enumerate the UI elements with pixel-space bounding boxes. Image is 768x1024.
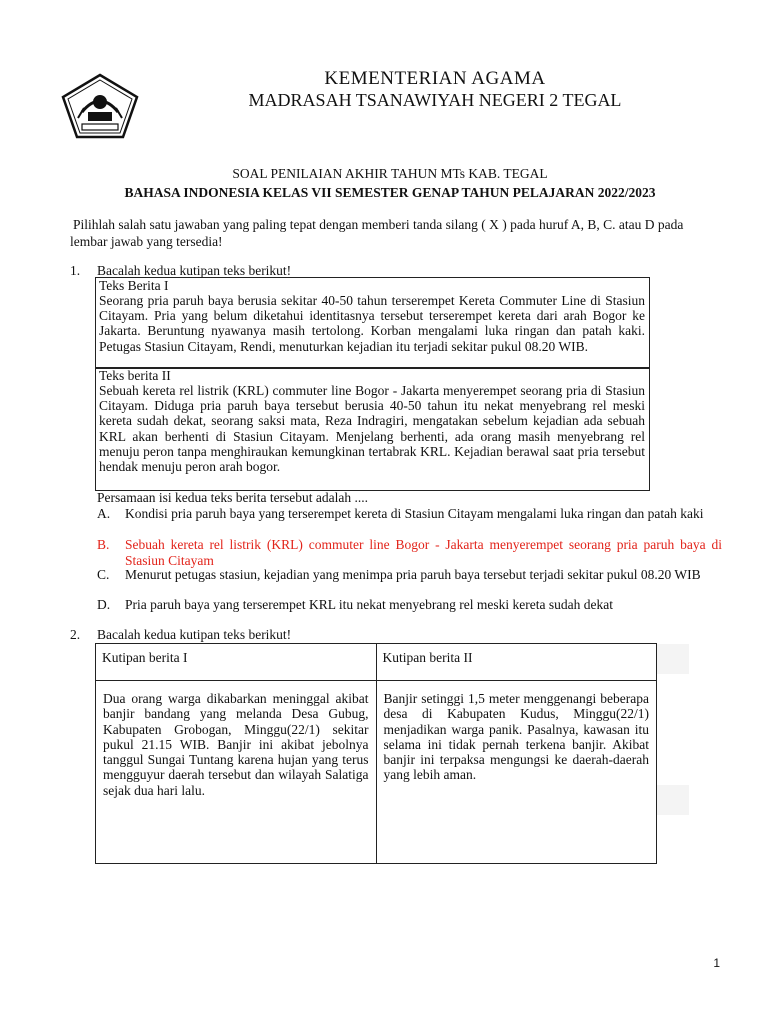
kutipan-2-body: Banjir setinggi 1,5 meter menggenangi beberapa desa di Kabupaten Kudus, Minggu(22/1) menjadikan warga panik. Pasalnya, kawasan itu selama ini tidak pernah terkena banjir. Akibat banjir ini terpaksa mengungsi ke daerah-daerah yang lebih aman. [376,681,657,864]
option-a-text: Kondisi pria paruh baya yang terserempet kereta di Stasiun Citayam mengalami luka ringan dan patah kaki [125,506,704,521]
question-1-stem: Persamaan isi kedua teks berita tersebut adalah .... [97,490,369,505]
kutipan-2-header: Kutipan berita II [376,644,657,681]
option-b-letter: B. [97,537,110,552]
option-d-text: Pria paruh baya yang terserempet KRL itu nekat menyebrang rel meski kereta sudah dekat [125,597,613,612]
kutipan-table [95,643,657,864]
option-a-letter: A. [97,506,111,521]
question-1-number: 1. [70,263,81,278]
kutipan-1-header: Kutipan berita I [96,644,377,681]
question-2-number: 2. [70,627,81,642]
option-d[interactable] [97,597,722,613]
exam-subtitle: BAHASA INDONESIA KELAS VII SEMESTER GENAP TAHUN PELAJARAN 2022/2023 [124,185,656,200]
kutipan-1-body: Dua orang warga dikabarkan meninggal akibat banjir bandang yang melanda Desa Gubug, Kabupaten Grobogan, Minggu(22/1) sekitar pukul 21.15 WIB. Banjir ini akibat jebolnya tanggul Sungai Tuntang karena hujan yang terus mengguyur daerah tersebut dan wilayah Salatiga sejak dua hari lalu. [96,681,377,864]
instruction-text: Pilihlah salah satu jawaban yang paling tepat dengan memberi tanda silang ( X ) pada huruf A, B, C. atau D pada lembar jawab yang tersedia! [70,217,684,249]
ministry-name: KEMENTERIAN AGAMA [324,68,546,89]
teks-berita-2-title: Teks berita II [99,368,171,383]
teks-berita-2-body: Sebuah kereta rel listrik (KRL) commuter line Bogor - Jakarta menyerempet seorang pria di Stasiun Citayam. Diduga pria paruh baya tersebut berusia 40-50 tahun itu nekat menyebrang rel meski kereta sudah dekat, seorang saksi mata, Reza Indragiri, mengatakan sebelum kejadian ada sebuah KRL akan berhenti di Stasiun Citayam. Menjelang berhenti, ada orang masih menyebrang rel menuju peron tanpa menghiraukan kemungkinan tertabrak KRL. Kejadian berawal saat pria tersebut hendak menuju peron arah bogor. [99,383,645,475]
table-shade [657,785,689,815]
option-b[interactable] [97,537,722,569]
teks-berita-1-body: Seorang pria paruh baya berusia sekitar 40-50 tahun terserempet Kereta Commuter Line di Stasiun Citayam. Pria yang belum diketahui identitasnya tersebut terserempet kereta dari arah Bogor ke Jakarta. Beruntung nyawanya masih tertolong. Korban mengalami luka ringan dan patah kaki. Petugas Stasiun Citayam, Rendi, menuturkan kejadian itu terjadi sekitar pukul 08.20 WIB. [99,293,645,354]
question-1-prompt: Bacalah kedua kutipan teks berikut! [97,263,292,278]
option-c-text: Menurut petugas stasiun, kejadian yang menimpa pria paruh baya tersebut terjadi sekitar pukul 08.20 WIB [125,567,701,582]
option-a[interactable] [97,506,722,522]
question-2-prompt: Bacalah kedua kutipan teks berikut! [97,627,292,642]
school-name: MADRASAH TSANAWIYAH NEGERI 2 TEGAL [248,90,622,110]
page-number: 1 [713,956,720,970]
option-d-letter: D. [97,597,111,612]
option-b-text: Sebuah kereta rel listrik (KRL) commuter line Bogor - Jakarta menyerempet seorang pria paruh baya di Stasiun Citayam [125,537,722,568]
teks-berita-1-box [95,277,650,369]
option-c-letter: C. [97,567,110,582]
teks-berita-1-title: Teks Berita I [99,278,169,293]
kementerian-agama-emblem-icon [60,72,140,140]
teks-berita-2-box [95,367,650,491]
exam-title: SOAL PENILAIAN AKHIR TAHUN MTs KAB. TEGAL [232,166,548,181]
option-c[interactable] [97,567,722,583]
table-shade [657,644,689,674]
